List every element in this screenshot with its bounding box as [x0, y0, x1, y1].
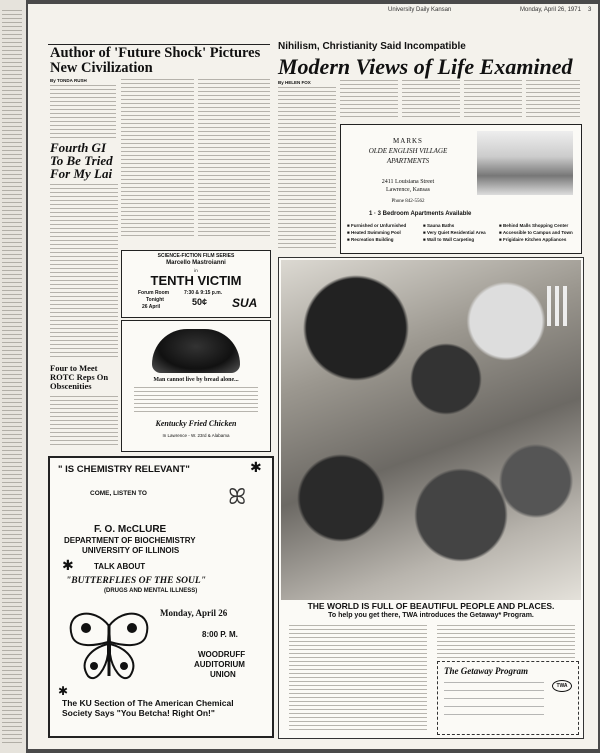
feature-label: Recreation Building — [350, 237, 394, 242]
issue-date: Monday, April 26, 1971 — [520, 7, 581, 13]
star-icon: ✱ — [250, 461, 262, 476]
kfc-logo: Kentucky Fried Chicken — [155, 419, 237, 428]
chemistry-talk-title: "BUTTERFLIES OF THE SOUL" — [66, 576, 206, 586]
feature-item: ■ Sauna Baths — [423, 223, 455, 228]
kfc-ad — [121, 320, 271, 452]
twa-body-text-left — [289, 625, 427, 731]
columns-building-photo — [547, 286, 551, 326]
bread-loaf-image — [152, 329, 240, 373]
apartments-city: Lawrence, Kansas — [386, 187, 430, 193]
film-price: 50¢ — [192, 297, 208, 307]
twa-logo: TWA — [552, 680, 572, 692]
feature-item: ■ Heated Swimming Pool — [347, 230, 401, 235]
film-ad — [121, 250, 271, 318]
paper-name: University Daily Kansan — [388, 7, 452, 13]
feature-label: Furnished or Unfurnished — [350, 223, 407, 228]
page-number: 3 — [588, 7, 592, 13]
chemistry-venue-3: UNION — [210, 670, 236, 679]
nihilism-text-col1 — [278, 87, 336, 249]
future-shock-byline: By TONDA RUSH — [50, 78, 87, 83]
film-in-label: in — [194, 268, 198, 273]
chemistry-headline: " IS CHEMISTRY RELEVANT" — [58, 464, 190, 475]
apartment-building-drawing — [477, 131, 573, 195]
fourth-gi-headline: Fourth GI To Be Tried For My Lai — [50, 140, 113, 181]
apartments-address: 2411 Louisiana Street — [381, 179, 435, 185]
travel-photo-collage — [281, 260, 581, 600]
chemistry-come-listen: COME, LISTEN TO — [90, 490, 147, 497]
film-place: Forum Room — [138, 290, 170, 296]
apartments-features — [347, 223, 575, 242]
previous-page-edge — [0, 0, 26, 753]
film-director: Marcello Mastroianni — [166, 260, 226, 266]
feature-item: ■ Behind Malls Shopping Center — [499, 223, 569, 228]
sua-logo: SUA — [232, 296, 258, 310]
feature-label: Very Quiet Residential Area — [426, 230, 486, 235]
butterfly-icon: ꕤ — [228, 484, 247, 509]
apartments-units: 1 · 3 Bedroom Apartments Available — [369, 211, 472, 217]
kfc-location: In Lawrence - W. 23rd & Alabama — [162, 433, 230, 438]
chemistry-speaker: F. O. McCLURE — [94, 524, 167, 535]
newspaper-page — [28, 4, 598, 749]
feature-label: Frigidaire Kitchen Appliances — [502, 237, 567, 242]
star-icon-3: ✱ — [58, 684, 69, 698]
apartments-name-3: APARTMENTS — [386, 157, 430, 165]
apartments-ad — [340, 124, 582, 254]
chemistry-department: DEPARTMENT OF BIOCHEMISTRY — [64, 536, 196, 545]
star-icon-2: ✱ — [62, 559, 74, 574]
nihilism-text-col3 — [402, 80, 460, 120]
feature-item: ■ Very Quiet Residential Area — [423, 230, 486, 235]
feature-item: ■ Furnished or Unfurnished — [347, 223, 407, 228]
future-shock-headline: Author of 'Future Shock' Pictures New Civilization — [50, 45, 261, 76]
kfc-caption: Man cannot live by bread alone... — [153, 377, 239, 383]
kfc-body-text — [134, 387, 258, 413]
rotc-headline: Four to Meet ROTC Reps On Obscenities — [50, 363, 109, 391]
film-when: Tonight — [146, 297, 164, 303]
feature-item: ■ Wall to Wall Carpeting — [423, 237, 475, 242]
nihilism-text-col2 — [340, 80, 398, 120]
large-butterfly-icon — [64, 606, 154, 686]
chemistry-date: Monday, April 26 — [160, 608, 228, 618]
twa-coupon[interactable] — [437, 661, 579, 735]
future-shock-text-col2 — [121, 79, 194, 239]
fourth-gi-text — [50, 184, 118, 359]
chemistry-ad — [48, 456, 274, 738]
future-shock-text-col1 — [50, 85, 116, 138]
chemistry-talk-subtitle: (DRUGS AND MENTAL ILLNESS) — [104, 588, 198, 594]
apartments-phone: Phone 842-5562 — [391, 199, 425, 204]
film-series: SCIENCE-FICTION FILM SERIES — [157, 253, 235, 259]
chemistry-university: UNIVERSITY OF ILLINOIS — [82, 546, 180, 555]
feature-label: Accessible to Campus and Town — [502, 230, 573, 235]
feature-label: Heated Swimming Pool — [350, 230, 401, 235]
nihilism-text-col5 — [526, 80, 580, 120]
previous-page-text — [2, 10, 22, 745]
feature-label: Sauna Baths — [426, 223, 455, 228]
apartments-name-1: MARKS — [393, 137, 423, 145]
twa-subhead: To help you get there, TWA introduces the Getaway* Program. — [328, 612, 534, 619]
twa-program-title: The Getaway Program — [444, 666, 528, 676]
twa-ad — [278, 257, 584, 739]
feature-label: Behind Malls Shopping Center — [502, 223, 569, 228]
twa-headline: THE WORLD IS FULL OF BEAUTIFUL PEOPLE AND PLACES. — [307, 601, 555, 611]
rotc-text — [50, 396, 118, 446]
chemistry-venue-2: AUDITORIUM — [194, 660, 245, 669]
nihilism-kicker: Nihilism, Christianity Said Incompatible — [278, 41, 466, 52]
twa-body-text-right — [437, 625, 575, 659]
feature-item: ■ Recreation Building — [347, 237, 394, 242]
coupon-form-lines[interactable] — [444, 682, 544, 722]
chemistry-venue-1: WOODRUFF — [198, 650, 246, 659]
future-shock-text-col3 — [198, 79, 270, 239]
apartments-name-2: OLDE ENGLISH VILLAGE — [368, 147, 448, 155]
feature-item: ■ Frigidaire Kitchen Appliances — [499, 237, 567, 242]
film-times: 7:30 & 9:15 p.m. — [184, 290, 223, 296]
chemistry-talk-about: TALK ABOUT — [94, 562, 146, 571]
nihilism-headline: Modern Views of Life Examined — [278, 54, 573, 79]
film-date: 26 April — [142, 304, 161, 310]
nihilism-byline: By HELEN FOX — [278, 80, 311, 85]
feature-label: Wall to Wall Carpeting — [426, 237, 475, 242]
film-title: TENTH VICTIM — [150, 273, 242, 288]
nihilism-text-col4 — [464, 80, 522, 120]
chemistry-time: 8:00 P. M. — [202, 630, 238, 639]
feature-item: ■ Accessible to Campus and Town — [499, 230, 573, 235]
chemistry-footer: The KU Section of The American Chemical Society Says "You Betcha! Right On!" — [62, 698, 234, 718]
